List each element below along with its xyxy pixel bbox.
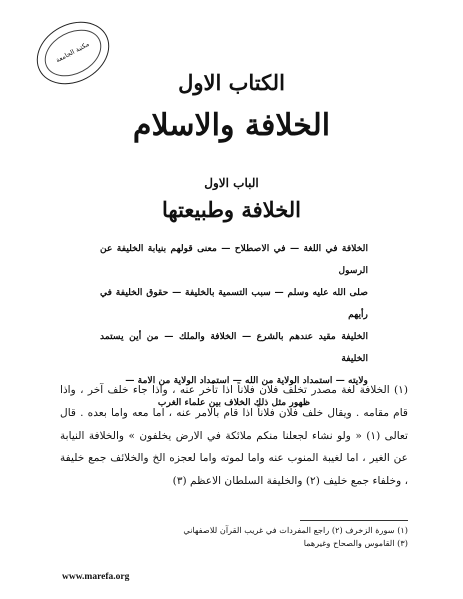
body-paragraph: (١) الخلافة لغة مصدر تخلف فلان فلاناً اذا تأخر عنه ، واذا جاء خلف آخر ، واذا قام مقامه . ويقال خلف فلان فلاناً اذا قام بالامر عنه ، اما معه واما بعده . قال تعالى (١) « ولو نشاء لجعلنا منكم ملائكة في الارض يخلفون » والخلافة النيابة عن الغير ، اما لغيبة المنوب عنه واما لموته واما لعجزه الخ والخلائف جمع خليفة ، وخلفاء جمع خليف (٢) والخليفة السلطان الاعظم (٣) <box>60 384 408 488</box>
footnote-line: (٣) القاموس والصحاح وغيرهما <box>303 538 408 548</box>
footer-url: www.marefa.org <box>62 572 130 582</box>
chapter-heading: الباب الاول <box>204 176 259 190</box>
main-title: الخلافة والاسلام <box>132 108 331 143</box>
footnote-line: (١) سورة الزخرف (٢) راجع المفردات في غريب القرآن للاصفهاني <box>183 525 408 535</box>
summary-line: الخليفة مقيد عندهم بالشرع — الخلافة والملك — من أين يستمد الخليفة <box>100 331 368 364</box>
book-heading: الكتاب الاول <box>178 70 285 95</box>
chapter-title: الخلافة وطبيعتها <box>161 197 301 222</box>
summary-line: صلى الله عليه وسلم — سبب التسمية بالخليفة — حقوق الخليفة في رأيهم <box>100 287 368 320</box>
summary-line: الخلافة في اللغة — في الاصطلاح — معنى قولهم بنيابة الخليفة عن الرسول <box>100 243 368 276</box>
footnotes <box>70 524 408 550</box>
summary-line: ولايته — استمداد الولاية من الله — استمداد الولاية من الامة — <box>125 375 368 386</box>
library-stamp-text: مكتبة الجامعة <box>54 40 91 65</box>
summary-line: ظهور مثل ذلك الخلاف بين علماء الغرب <box>157 397 311 408</box>
footnote-divider <box>300 520 408 521</box>
